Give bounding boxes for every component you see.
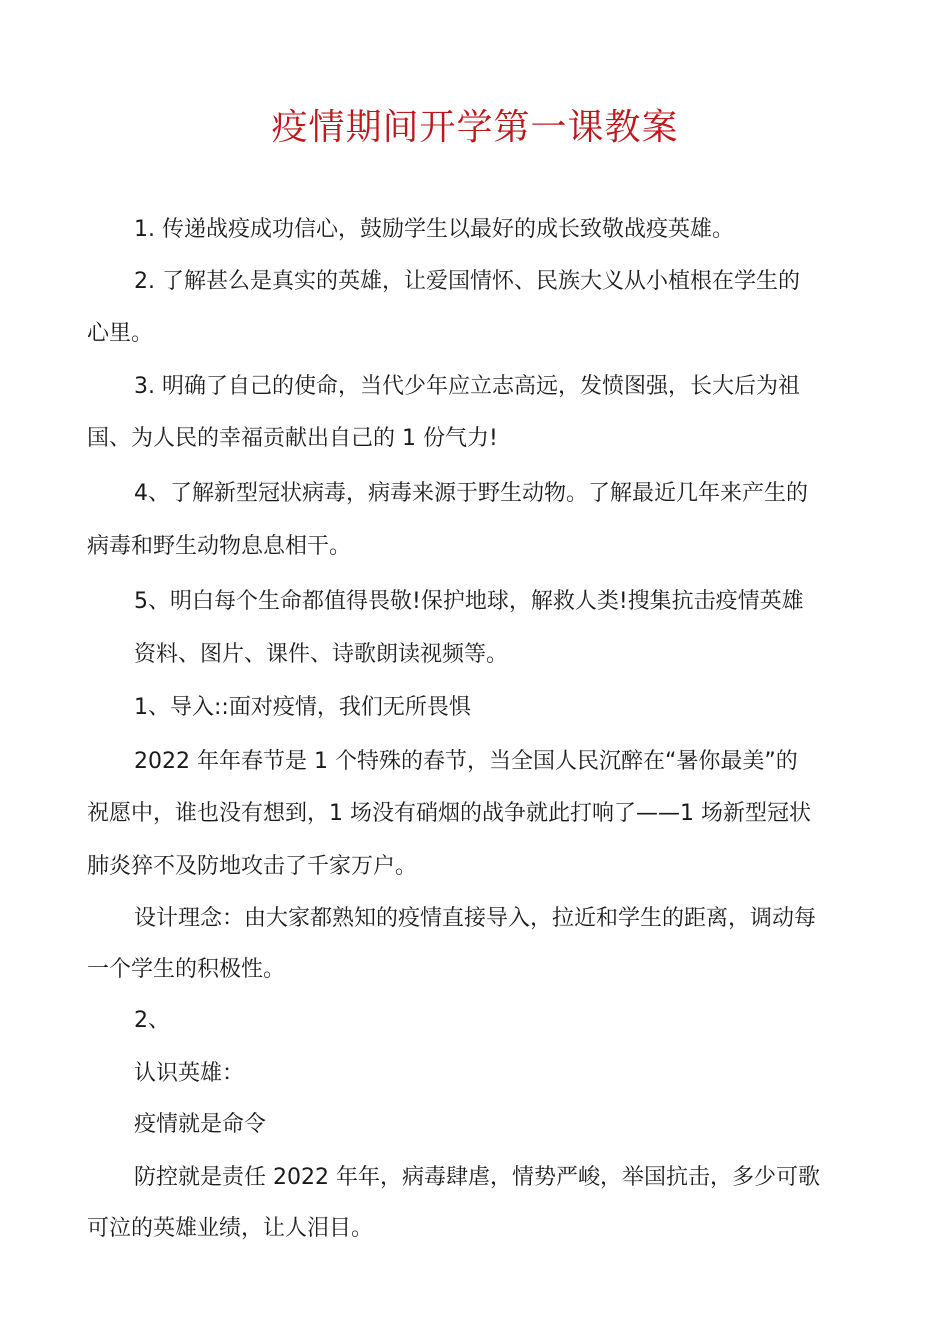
paragraph-line: 可泣的英雄业绩，让人泪目。 [87,1216,374,1241]
paragraph-line: 3. 明确了自己的使命，当代少年应立志高远，发愤图强，长大后为祖 [134,374,800,399]
paragraph-line: 1、导入::面对疫情，我们无所畏惧 [134,695,471,720]
paragraph-line: 心里。 [87,321,154,346]
paragraph-line: 1. 传递战疫成功信心，鼓励学生以最好的成长致敬战疫英雄。 [134,217,734,242]
paragraph-line: 5、明白每个生命都值得畏敬!保护地球，解救人类!搜集抗击疫情英雄 [134,589,804,614]
paragraph-line: 认识英雄： [134,1061,245,1086]
paragraph-line: 设计理念：由大家都熟知的疫情直接导入，拉近和学生的距离，调动每 [134,906,817,931]
paragraph-line: 防控就是责任 2022 年年，病毒肆虐，情势严峻，举国抗击，多少可歌 [134,1165,820,1190]
paragraph-line: 国、为人民的幸福贡献出自己的 1 份气力! [87,426,498,451]
document-title: 疫情期间开学第一课教案 [271,107,679,148]
paragraph-line: 4、了解新型冠状病毒，病毒来源于野生动物。了解最近几年来产生的 [134,481,808,506]
paragraph-line: 2022 年年春节是 1 个特殊的春节，当全国人民沉醉在“暑你最美”的 [134,749,798,774]
paragraph-line: 一个学生的积极性。 [87,957,286,982]
paragraph-line: 2. 了解甚么是真实的英雄，让爱国情怀、民族大义从小植根在学生的 [134,269,800,294]
paragraph-line: 祝愿中，谁也没有想到，1 场没有硝烟的战争就此打响了——1 场新型冠状 [87,801,811,826]
paragraph-line: 资料、图片、课件、诗歌朗读视频等。 [134,642,509,667]
paragraph-line: 疫情就是命令 [134,1112,267,1137]
paragraph-line: 肺炎猝不及防地攻击了千家万户。 [87,854,418,879]
paragraph-line: 2、 [134,1008,170,1033]
paragraph-line: 病毒和野生动物息息相干。 [87,534,352,559]
